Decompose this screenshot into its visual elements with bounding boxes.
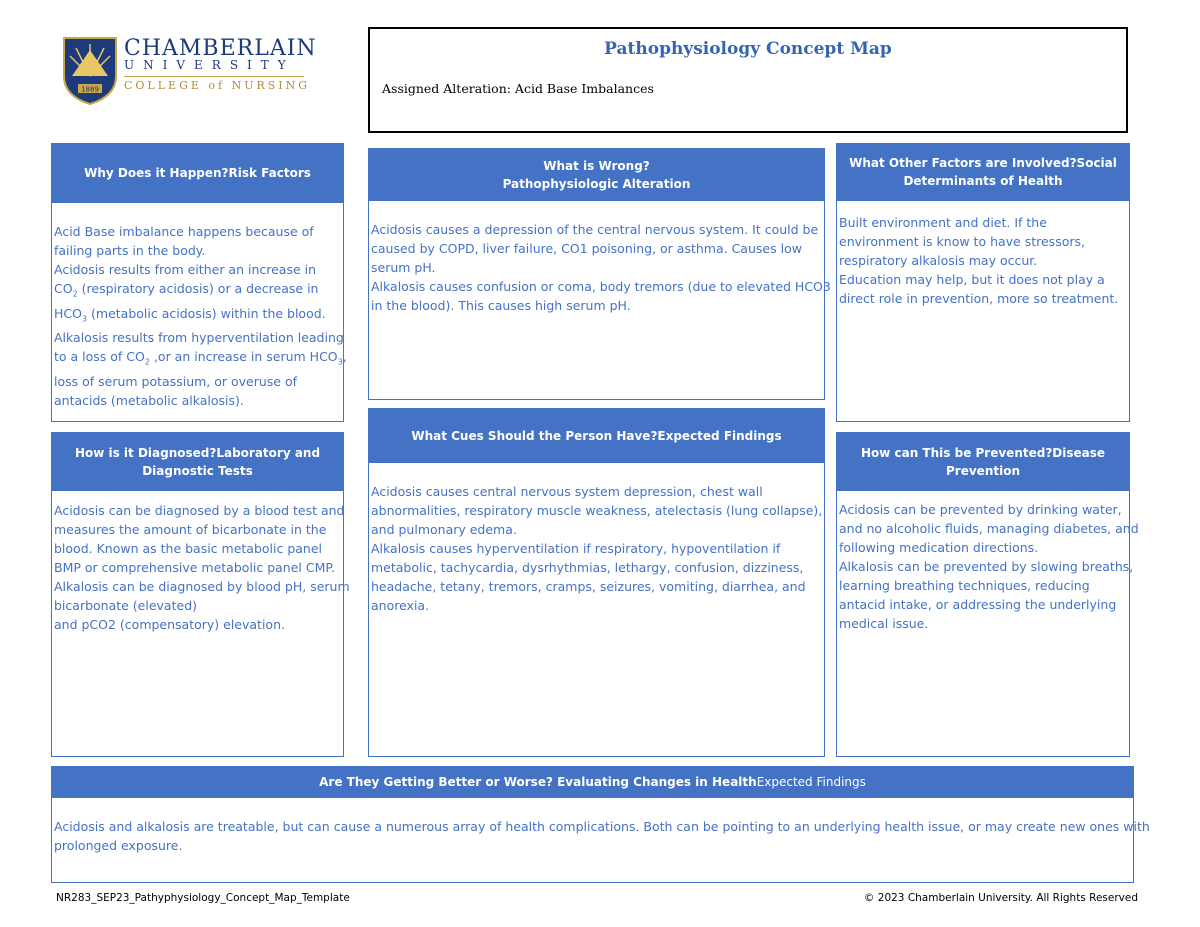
content-line: measures the amount of bicarbonate in the (54, 522, 327, 537)
page-title: Pathophysiology Concept Map (604, 39, 892, 59)
content-line: Alkalosis causes confusion or coma, body tremors (due to elevated HCO3 (371, 279, 831, 294)
content-line: Acidosis causes central nervous system depression, chest wall (371, 484, 763, 499)
prevent-content (836, 491, 1139, 757)
content-line: BMP or comprehensive metabolic panel CMP. (54, 560, 335, 575)
logo-divider (124, 76, 304, 77)
content-line: antacid intake, or addressing the underlying (839, 597, 1117, 612)
cues-header: What Cues Should the Person Have?Expected Findings (368, 408, 825, 463)
content-line: following medication directions. (839, 540, 1039, 555)
other-content (836, 201, 1130, 422)
why-header-text: Why Does it Happen?Risk Factors (84, 166, 311, 180)
content-line: anorexia. (371, 598, 430, 613)
content-line: Acidosis and alkalosis are treatable, but can cause a numerous array of health complications. Both can be pointing to an underlying health issue, or may create new ones with (54, 819, 1150, 834)
title-box (368, 27, 1128, 133)
content-line: direct role in prevention, more so treatment. (839, 291, 1119, 306)
logo-university: UNIVERSITY (124, 58, 295, 72)
wrong-header: What is Wrong? Pathophysiologic Alteration (368, 148, 825, 201)
diagnosed-content (51, 491, 350, 757)
content-line: Built environment and diet. If the (839, 215, 1047, 230)
content-line: Acidosis causes a depression of the central nervous system. It could be (371, 222, 819, 237)
content-line: and no alcoholic fluids, managing diabetes, and (839, 521, 1139, 536)
footer-template-name: NR283_SEP23_Pathyphysiology_Concept_Map_Template (56, 892, 350, 904)
why-content: Acid Base imbalance happens because of failing parts in the body. Acidosis results from either an increase in $CO_2$ (respiratory acidosis) or a decrease in $HCO_3$ (metabolic acidosis) within the blood. Alkalosis results from hyperventilation leading to a loss of $CO_2$ ,or an increase in serum $HCO_3$, loss of serum potassium, or overuse of antacids (metabolic alkalosis). (51, 203, 344, 422)
logo-name: CHAMBERLAIN (124, 36, 317, 61)
content-line: Alkalosis causes hyperventilation if respiratory, hypoventilation if (371, 541, 781, 556)
cues-content (368, 463, 825, 757)
why-header (51, 143, 344, 203)
chamberlain-logo (62, 36, 322, 108)
content-line: and pCO2 (compensatory) elevation. (54, 617, 285, 632)
content-line: metabolic, tachycardia, dysrhythmias, lethargy, confusion, dizziness, (371, 560, 804, 575)
content-line: and pulmonary edema. (371, 522, 517, 537)
content-line: Education may help, but it does not play a (839, 272, 1105, 287)
content-line: abnormalities, respiratory muscle weakness, atelectasis (lung collapse), (371, 503, 823, 518)
shield-crest-icon (62, 36, 118, 106)
evaluate-content (51, 798, 1150, 883)
content-line: headache, tetany, tremors, cramps, seizures, vomiting, diarrhea, and (371, 579, 806, 594)
evaluate-header-normal: Expected Findings (756, 775, 866, 789)
logo-year: 1889 (81, 85, 99, 94)
content-line: Acidosis can be prevented by drinking water, (839, 502, 1122, 517)
content-line: medical issue. (839, 616, 929, 631)
diagnosed-header: How is it Diagnosed?Laboratory and Diagnostic Tests (51, 432, 344, 491)
evaluate-header (51, 766, 1134, 798)
content-line: learning breathing techniques, reducing (839, 578, 1090, 593)
content-line: serum pH. (371, 260, 436, 275)
content-line: respiratory alkalosis may occur. (839, 253, 1038, 268)
other-header: What Other Factors are Involved?Social Determinants of Health (836, 143, 1130, 201)
prevent-header: How can This be Prevented?Disease Prevention (836, 432, 1130, 491)
assigned-alteration: Assigned Alteration: Acid Base Imbalances (382, 81, 654, 96)
content-line: caused by COPD, liver failure, CO1 poisoning, or asthma. Causes low (371, 241, 802, 256)
content-line: blood. Known as the basic metabolic panel (54, 541, 323, 556)
content-line: in the blood). This causes high serum pH. (371, 298, 631, 313)
logo-college: COLLEGE of NURSING (124, 79, 311, 92)
wrong-content (368, 201, 831, 400)
footer-copyright: © 2023 Chamberlain University. All Rights Reserved (863, 892, 1138, 904)
content-line: bicarbonate (elevated) (54, 598, 197, 613)
content-line: Alkalosis can be diagnosed by blood pH, serum (54, 579, 350, 594)
evaluate-header-bold: Are They Getting Better or Worse? Evaluating Changes in Health (319, 775, 757, 789)
content-line: Acidosis can be diagnosed by a blood test and (54, 503, 345, 518)
content-line: environment is know to have stressors, (839, 234, 1085, 249)
content-line: Alkalosis can be prevented by slowing breaths, (839, 559, 1134, 574)
content-line: prolonged exposure. (54, 838, 183, 853)
